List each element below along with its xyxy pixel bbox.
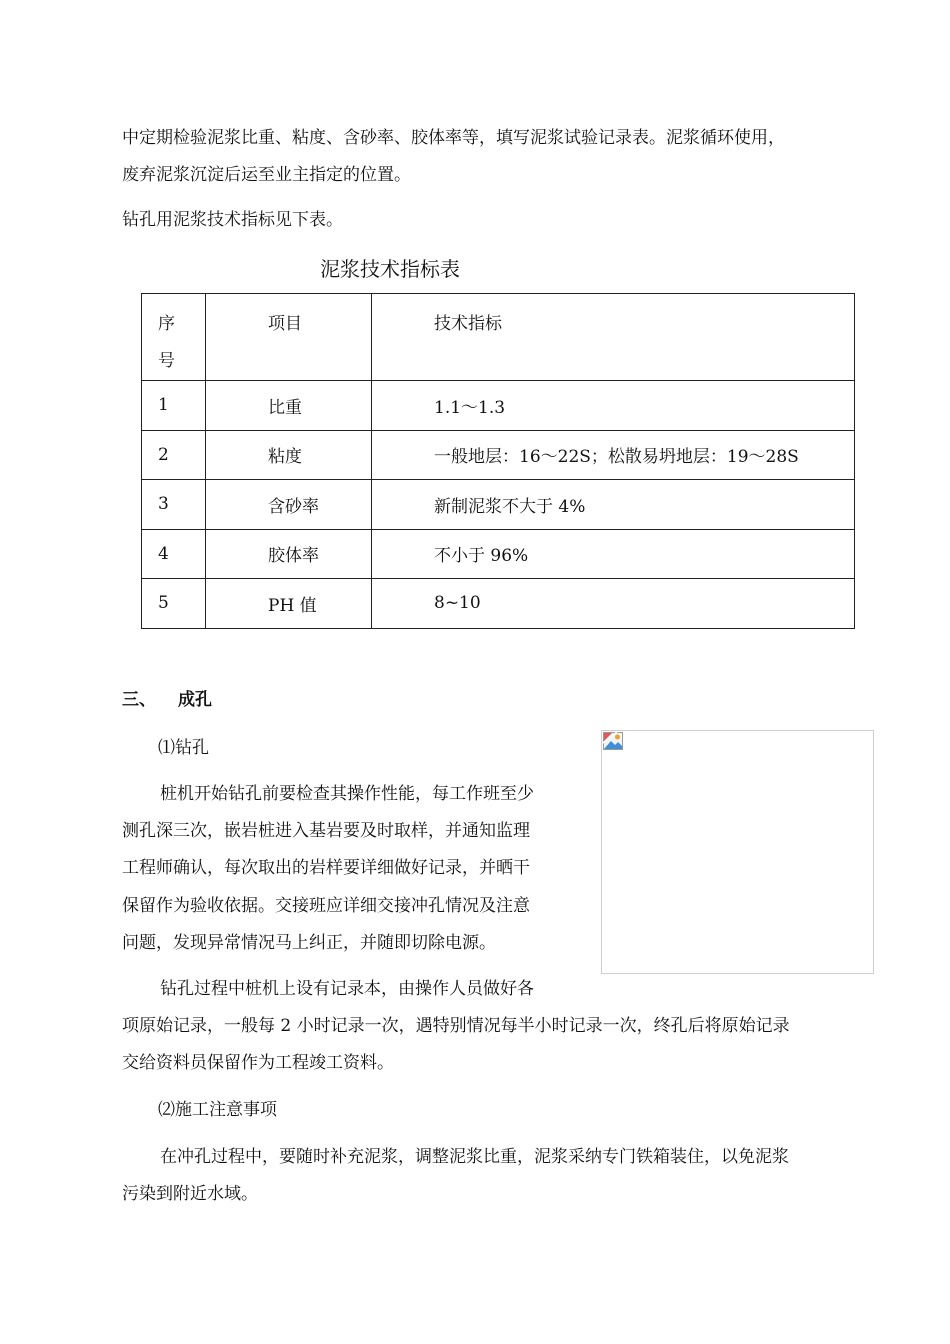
row-spec: 1.1～1.3	[372, 381, 855, 431]
subheading-notes: ⑵施工注意事项	[158, 1100, 277, 1120]
section-title: 成孔	[178, 690, 212, 710]
paragraph-line: 钻孔过程中桩机上设有记录本，由操作人员做好各	[160, 979, 534, 999]
table-row	[142, 529, 855, 579]
paragraph-line: 污染到附近水域。	[122, 1184, 258, 1204]
row-spec: 一般地层：16～22S；松散易坍地层：19～28S	[372, 430, 855, 480]
header-seq-b: 号	[158, 351, 175, 371]
intro-line-1: 中定期检验泥浆比重、粘度、含砂率、胶体率等，填写泥浆试验记录表。泥浆循环使用，	[122, 128, 785, 148]
row-item: PH 值	[206, 579, 372, 629]
row-spec: 不小于 96%	[372, 529, 855, 579]
intro-line-2: 废弃泥浆沉淀后运至业主指定的位置。	[122, 165, 411, 185]
paragraph-line: 工程师确认，每次取出的岩样要详细做好记录，并晒干	[122, 858, 530, 878]
header-seq-a: 序	[158, 314, 175, 334]
row-no: 2	[142, 430, 206, 480]
paragraph-line: 项原始记录，一般每 2 小时记录一次，遇特别情况每半小时记录一次，终孔后将原始记录	[122, 1016, 790, 1036]
table-title: 泥浆技术指标表	[320, 257, 460, 281]
paragraph-line: 问题，发现异常情况马上纠正，并随即切除电源。	[122, 933, 496, 953]
paragraph-line: 保留作为验收依据。交接班应详细交接冲孔情况及注意	[122, 896, 530, 916]
row-item: 粘度	[206, 430, 372, 480]
header-spec: 技术指标	[372, 294, 855, 381]
section-number: 三、	[122, 690, 156, 710]
header-item: 项目	[206, 294, 372, 381]
row-no: 3	[142, 480, 206, 530]
broken-image-icon	[603, 732, 623, 750]
section-heading	[122, 688, 212, 712]
row-spec: 8~10	[372, 579, 855, 629]
table-row	[142, 430, 855, 480]
row-spec: 新制泥浆不大于 4%	[372, 480, 855, 530]
subheading-drilling: ⑴钻孔	[158, 738, 209, 758]
table-header-row	[142, 294, 855, 381]
intro-line-3: 钻孔用泥浆技术指标见下表。	[122, 210, 343, 230]
spec-table	[141, 293, 855, 629]
image-placeholder	[601, 730, 874, 974]
table-row	[142, 381, 855, 431]
table-row	[142, 480, 855, 530]
table-row	[142, 579, 855, 629]
row-no: 5	[142, 579, 206, 629]
paragraph-line: 桩机开始钻孔前要检查其操作性能，每工作班至少	[160, 784, 534, 804]
row-no: 1	[142, 381, 206, 431]
paragraph-line: 在冲孔过程中，要随时补充泥浆，调整泥浆比重，泥浆采纳专门铁箱装住，以免泥浆	[160, 1147, 789, 1167]
row-item: 含砂率	[206, 480, 372, 530]
header-seq	[142, 294, 206, 381]
row-no: 4	[142, 529, 206, 579]
row-item: 胶体率	[206, 529, 372, 579]
paragraph-line: 交给资料员保留作为工程竣工资料。	[122, 1053, 394, 1073]
row-item: 比重	[206, 381, 372, 431]
paragraph-line: 测孔深三次，嵌岩桩进入基岩要及时取样，并通知监理	[122, 821, 530, 841]
